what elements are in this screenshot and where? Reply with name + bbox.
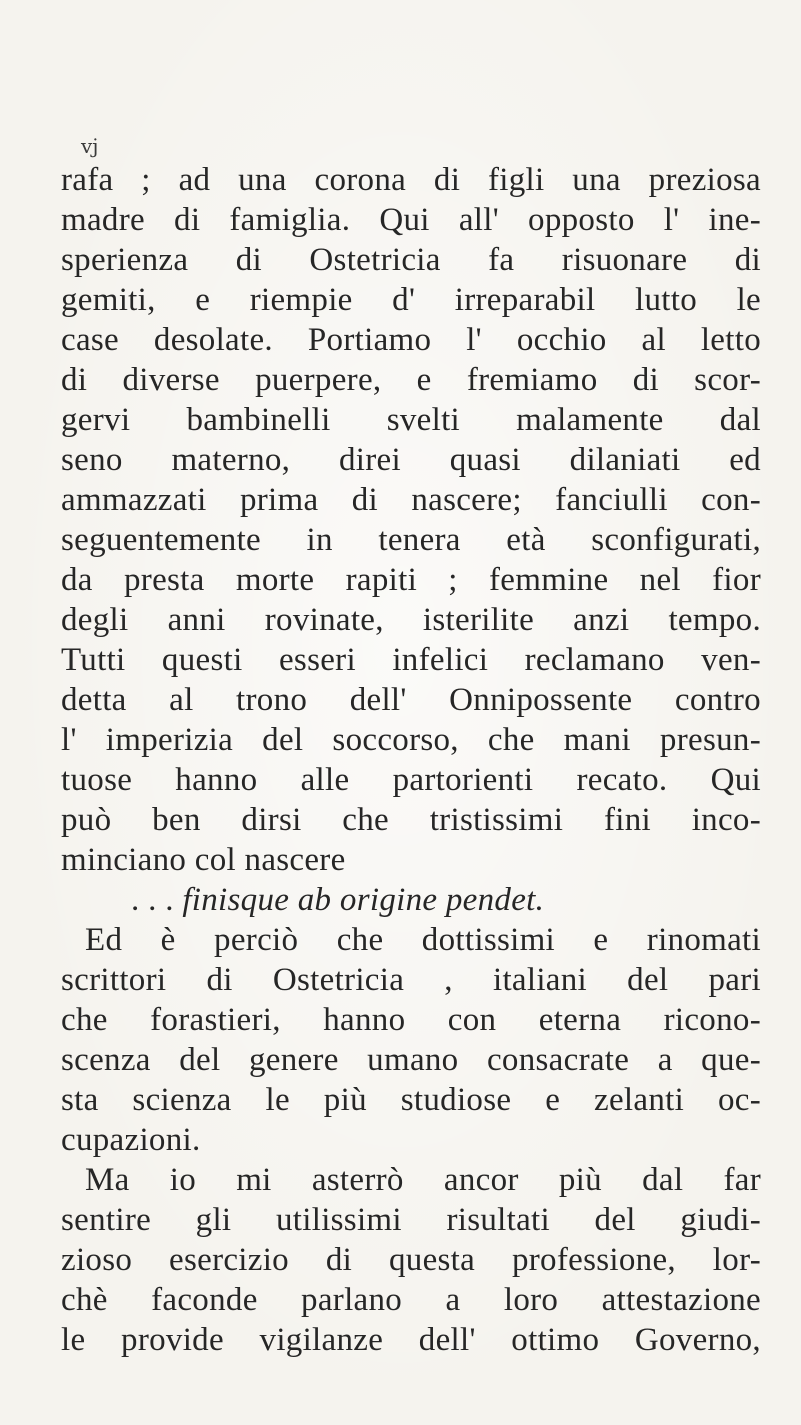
text-line: ammazzati prima di nascere; fanciulli con- [61,482,761,518]
text-line: sta scienza le più studiose e zelanti oc- [61,1082,761,1118]
text-line: sperienza di Ostetricia fa risuonare di [61,242,761,278]
page-number: vj [81,134,99,158]
text-line: madre di famiglia. Qui all' opposto l' ine- [61,202,761,238]
text-line: sentire gli utilissimi risultati del giudi- [61,1202,761,1238]
text-line: seguentemente in tenera età sconfigurati, [61,522,761,558]
text-line: chè faconde parlano a loro attestazione [61,1282,761,1318]
quote-ellipsis: . . . [131,882,174,918]
text-line: Ed è perciò che dottissimi e rinomati [85,922,761,958]
text-line: scrittori di Ostetricia , italiani del pari [61,962,761,998]
text-line: detta al trono dell' Onnipossente contro [61,682,761,718]
text-line: zioso esercizio di questa professione, lor- [61,1242,761,1278]
text-line: seno materno, direi quasi dilaniati ed [61,442,761,478]
text-line: tuose hanno alle partorienti recato. Qui [61,762,761,798]
text-line: può ben dirsi che tristissimi fini inco- [61,802,761,838]
body-text [61,160,761,1360]
text-line: minciano col nascere [61,842,346,878]
text-line: degli anni rovinate, isterilite anzi tempo. [61,602,761,638]
text-line: Ma io mi asterrò ancor più dal far [85,1162,761,1198]
text-line: da presta morte rapiti ; femmine nel fior [61,562,761,598]
text-line: cupazioni. [61,1122,201,1158]
latin-quote [61,880,761,920]
text-line: scenza del genere umano consacrate a que- [61,1042,761,1078]
quote-text: finisque ab origine pendet. [182,882,545,918]
text-line: gemiti, e riempie d' irreparabil lutto le [61,282,761,318]
text-line: di diverse puerpere, e fremiamo di scor- [61,362,761,398]
text-line: case desolate. Portiamo l' occhio al letto [61,322,761,358]
text-line: rafa ; ad una corona di figli una preziosa [61,162,761,198]
text-line: che forastieri, hanno con eterna ricono- [61,1002,761,1038]
text-line: le provide vigilanze dell' ottimo Governo, [61,1322,761,1358]
text-line: gervi bambinelli svelti malamente dal [61,402,761,438]
text-line: Tutti questi esseri infelici reclamano ven- [61,642,761,678]
text-line: l' imperizia del soccorso, che mani presun- [61,722,761,758]
